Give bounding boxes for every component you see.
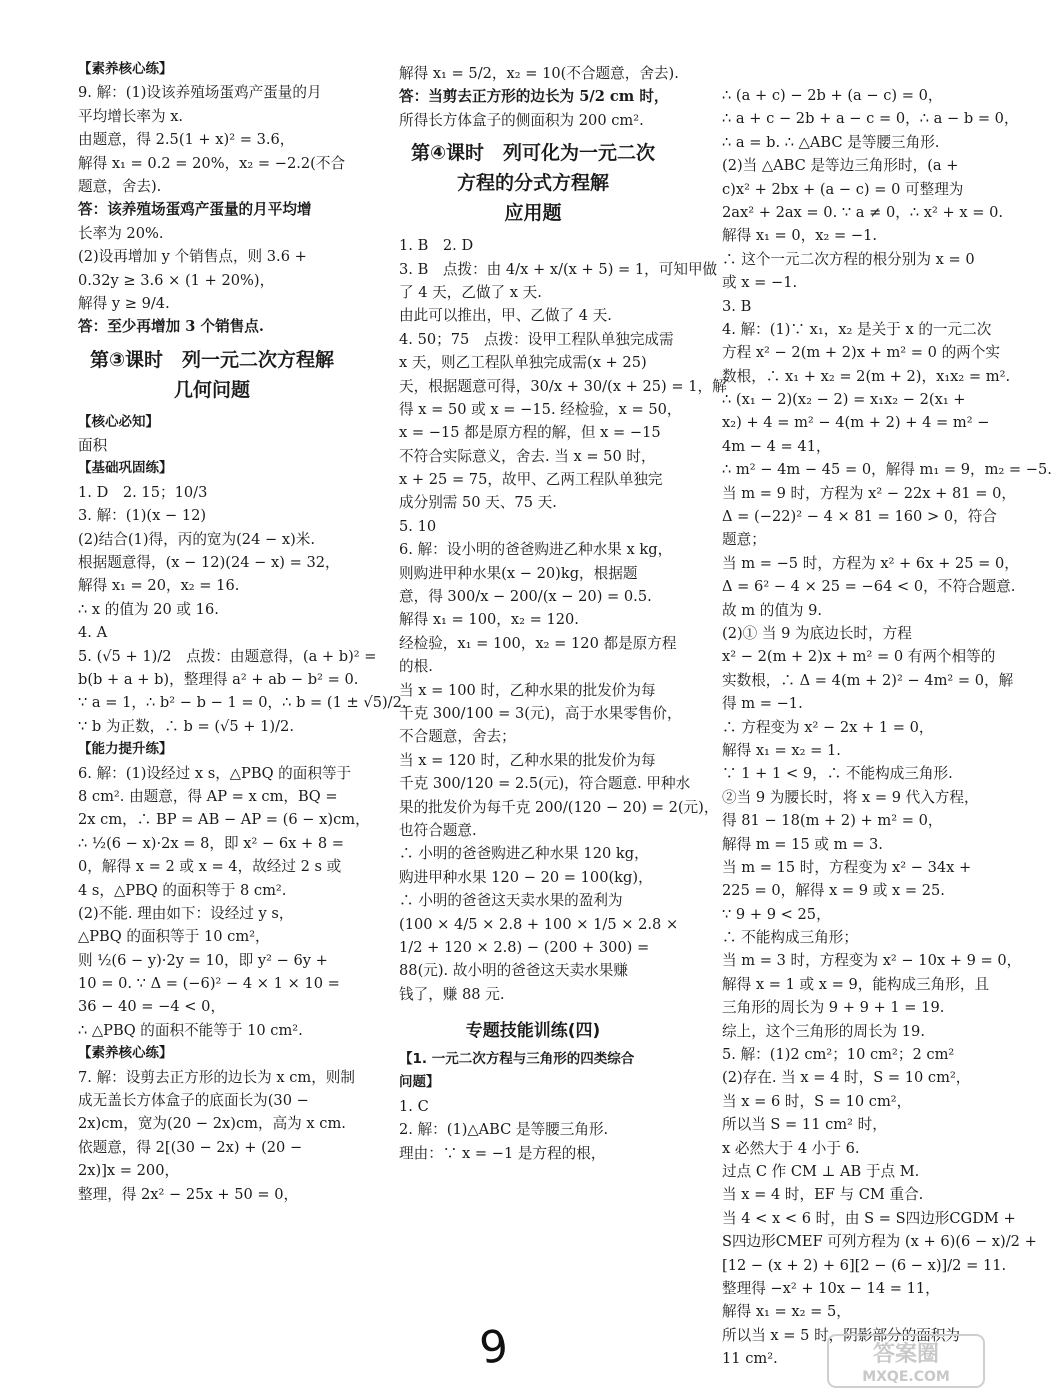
text-line: 3. 解：(1)(x − 12) [78, 507, 207, 525]
text-line: 经检验，x₁ = 100，x₂ = 120 都是原方程 [399, 634, 677, 652]
text-line: 不符合实际意义，舍去. 当 x = 50 时， [399, 447, 656, 465]
text-line: 购进甲种水果 120 − 20 = 100(kg)， [399, 868, 653, 886]
text-line: 4. 解：(1)∵ x₁，x₂ 是关于 x 的一元二次 [722, 320, 992, 338]
special-topic-title: 专题技能训练(四) [465, 1021, 601, 1042]
text-line: 解得 x₁ = x₂ = 5， [722, 1303, 851, 1321]
text-line: 0.32y ≥ 3.6 × (1 + 20%)， [78, 271, 275, 289]
text-line: 成分别需 50 天、75 天. [399, 494, 557, 512]
text-line: 当 m = 15 时，方程变为 x² − 34x + [722, 858, 972, 876]
text-line: 1. D 2. 15；10/3 [78, 483, 208, 501]
text-line: 11 cm². [722, 1350, 778, 1368]
text-line: x₂) + 4 = m² − 4(m + 2) + 4 = m² − [722, 414, 990, 432]
text-line: 长率为 20%. [78, 224, 164, 242]
text-line: ∵ 9 + 9 < 25， [722, 905, 831, 923]
text-line: ∴ 不能构成三角形； [722, 929, 858, 947]
text-line: x + 25 = 75，故甲、乙两工程队单独完 [399, 471, 663, 489]
text-line: 当 m = −5 时，方程为 x² + 6x + 25 = 0， [722, 554, 1019, 572]
text-line: ∴ 小明的爸爸这天卖水果的盈利为 [399, 892, 623, 910]
text-line: 天，根据题意可得，30/x + 30/(x + 25) = 1，解 [399, 377, 727, 395]
text-line: Δ = 6² − 4 × 25 = −64 < 0，不符合题意. [722, 578, 1016, 596]
text-line: 当 m = 9 时，方程为 x² − 22x + 81 = 0， [722, 484, 1016, 502]
lesson-title: 应用题 [504, 202, 562, 225]
text-line: 也符合题意. [399, 821, 477, 839]
text-line: 得 81 − 18(m + 2) + m² = 0， [722, 812, 943, 830]
text-line: ∵ a = 1，∴ b² − b − 1 = 0，∴ b = (1 ± √5)/2. [78, 694, 407, 712]
watermark-title: 答案圈 [872, 1342, 940, 1367]
text-line: 解得 m = 15 或 m = 3. [722, 835, 883, 853]
text-line: 3. B 点拨：由 4/x + x/(x + 5) = 1，可知甲做 [399, 260, 718, 278]
text-line: ∴ (a + c) − 2b + (a − c) = 0， [722, 87, 943, 104]
text-line: 平均增长率为 x. [78, 107, 184, 125]
text-line: ∴ (x₁ − 2)(x₂ − 2) = x₁x₂ − 2(x₁ + [722, 391, 966, 409]
text-line: ②当 9 为腰长时，将 x = 9 代入方程， [722, 788, 979, 806]
text-line: 当 x = 100 时，乙种水果的批发价为每 [399, 681, 656, 699]
text-line: x = −15 都是原方程的解，但 x = −15 [399, 424, 661, 442]
text-line: 依题意，得 2[(30 − 2x) + (20 − [78, 1138, 303, 1156]
text-line: 2x)cm，宽为(20 − 2x)cm，高为 x cm. [78, 1115, 346, 1133]
text-line: 意，得 300/x − 200/(x − 20) = 0.5. [399, 588, 652, 606]
section-heading: 问题】 [399, 1074, 440, 1091]
text-line: 不合题意，舍去； [399, 728, 516, 746]
section-heading: 【素养核心练】 [78, 61, 173, 77]
column-middle [399, 62, 727, 1165]
column-right [722, 84, 1052, 1370]
text-line: 根据题意得，(x − 12)(24 − x) = 32， [78, 554, 340, 572]
text-line: 当 x = 120 时，乙种水果的批发价为每 [399, 751, 656, 769]
text-line: 6. 解：设小明的爸爸购进乙种水果 x kg， [399, 541, 673, 559]
text-line: 225 = 0，解得 x = 9 或 x = 25. [722, 882, 945, 900]
text-line: 解得 x₁ = x₂ = 1. [722, 741, 841, 759]
text-line: 2. 解：(1)△ABC 是等腰三角形. [399, 1121, 609, 1139]
text-line: (2)存在. 当 x = 4 时，S = 10 cm²， [722, 1069, 971, 1087]
text-line: 的根. [399, 658, 433, 676]
text-line: (2)设再增加 y 个销售点，则 3.6 + [78, 248, 307, 266]
answer-line: 答：该养殖场蛋鸡产蛋量的月平均增 [78, 201, 312, 219]
text-line: 1. C [399, 1097, 429, 1115]
text-line: (100 × 4/5 × 2.8 + 100 × 1/5 × 2.8 × [399, 915, 679, 933]
text-line: 钱了，赚 88 元. [399, 985, 505, 1003]
text-line: 解得 x₁ = 0.2 = 20%，x₂ = −2.2(不合 [78, 154, 346, 172]
text-line: ∴ △PBQ 的面积不能等于 10 cm². [78, 1021, 303, 1039]
text-line: 所得长方体盒子的侧面积为 200 cm². [399, 111, 644, 129]
text-line: △PBQ 的面积等于 10 cm²， [78, 928, 270, 946]
text-line: 成无盖长方体盒子的底面长为(30 − [78, 1092, 309, 1110]
text-line: 解得 x₁ = 5/2，x₂ = 10(不合题意，舍去). [399, 65, 679, 82]
text-line: ∴ a + c − 2b + a − c = 0，∴ a − b = 0， [722, 110, 1019, 128]
text-line: 8 cm². 由题意，得 AP = x cm，BQ = [78, 787, 338, 805]
text-line: 由此可以推出，甲、乙做了 4 天. [399, 307, 612, 325]
text-line: ∵ b 为正数，∴ b = (√5 + 1)/2. [78, 717, 294, 735]
section-heading: 【素养核心练】 [78, 1045, 173, 1062]
text-line: ∴ ½(6 − x)·2x = 8，即 x² − 6x + 8 = [78, 834, 345, 852]
text-line: 当 m = 3 时，方程变为 x² − 10x + 9 = 0， [722, 952, 1022, 970]
text-line: 3. B [722, 297, 752, 315]
text-line: 千克 300/120 = 2.5(元)，符合题意. 甲种水 [399, 775, 691, 793]
text-line: (2)结合(1)得，丙的宽为(24 − x)米. [78, 530, 316, 548]
text-line: [12 − (x + 2) + 6][2 − (6 − x)]/2 = 11. [722, 1256, 1007, 1274]
text-line: 7. 解：设剪去正方形的边长为 x cm，则制 [78, 1068, 355, 1086]
text-line: S四边形CMEF 可列方程为 (x + 6)(6 − x)/2 + [722, 1233, 1037, 1251]
text-line: 5. 10 [399, 517, 437, 535]
text-line: 实数根，∴ Δ = 4(m + 2)² − 4m² = 0，解 [722, 671, 1014, 689]
text-line: 4m − 4 = 41， [722, 437, 831, 455]
text-line: 数根，∴ x₁ + x₂ = 2(m + 2)，x₁x₂ = m². [722, 367, 1011, 385]
text-line: 88(元). 故小明的爸爸这天卖水果赚 [399, 962, 628, 980]
text-line: 当 4 < x < 6 时，由 S = S四边形CGDM + [722, 1209, 1016, 1227]
text-line: 6. 解：(1)设经过 x s，△PBQ 的面积等于 [78, 764, 352, 782]
text-line: 千克 300/100 = 3(元)，高于水果零售价， [399, 704, 682, 722]
lesson-title: 几何问题 [173, 378, 250, 401]
text-line: Δ = (−22)² − 4 × 81 = 160 > 0，符合 [722, 508, 997, 526]
text-line: 或 x = −1. [722, 274, 798, 292]
text-line: 36 − 40 = −4 < 0， [78, 998, 226, 1016]
text-line: ∴ a = b. ∴ △ABC 是等腰三角形. [722, 133, 940, 151]
answer-line: 答：至少再增加 3 个销售点. [78, 318, 264, 336]
text-line: x 天，则乙工程队单独完成需(x + 25) [399, 354, 647, 372]
text-line: 2x)]x = 200， [78, 1162, 180, 1180]
text-line: 0，解得 x = 2 或 x = 4，故经过 2 s 或 [78, 858, 342, 876]
text-line: ∴ x 的值为 20 或 16. [78, 600, 219, 618]
text-line: b(b + a + b)，整理得 a² + ab − b² = 0. [78, 670, 359, 688]
text-line: ∴ 小明的爸爸购进乙种水果 120 kg， [399, 845, 649, 863]
text-line: 4 s，△PBQ 的面积等于 8 cm². [78, 881, 287, 899]
text-line: 所以当 S = 11 cm² 时， [722, 1116, 887, 1134]
text-line: ∴ m² − 4m − 45 = 0，解得 m₁ = 9，m₂ = −5. [722, 461, 1052, 479]
watermark-url: MXQE.COM [862, 1369, 950, 1385]
text-line: 面积 [78, 437, 108, 455]
text-line: 当 x = 6 时，S = 10 cm²， [722, 1092, 912, 1110]
text-line: 10 = 0. ∵ Δ = (−6)² − 4 × 1 × 10 = [78, 975, 340, 993]
answer-line: 答：当剪去正方形的边长为 5/2 cm 时， [399, 88, 669, 106]
text-line: 1. B 2. D [399, 237, 474, 255]
text-line: 故 m 的值为 9. [722, 601, 823, 619]
text-line: 1/2 + 120 × 2.8) − (200 + 300) = [399, 938, 650, 956]
text-line: 果的批发价为每千克 200/(120 − 20) = 2(元)， [399, 798, 719, 816]
text-line: 了 4 天，乙做了 x 天. [399, 283, 542, 301]
text-line: ∴ 方程变为 x² − 2x + 1 = 0， [722, 718, 934, 736]
text-line: 整理得 −x² + 10x − 14 = 11， [722, 1279, 940, 1297]
lesson-title: 第③课时 列一元二次方程解 [89, 348, 335, 371]
text-line: 理由：∵ x = −1 是方程的根， [399, 1144, 606, 1162]
watermark-logo [826, 1333, 986, 1389]
text-line: 三角形的周长为 9 + 9 + 1 = 19. [722, 999, 945, 1017]
text-line: 5. (√5 + 1)/2 点拨：由题意得，(a + b)² = [78, 647, 377, 665]
text-line: 解得 y ≥ 9/4. [78, 294, 170, 312]
text-line: 题意； [722, 531, 766, 549]
text-line: 则购进甲种水果(x − 20)kg，根据题 [399, 564, 638, 582]
text-line: 4. A [78, 624, 108, 642]
text-line: (2)当 △ABC 是等边三角形时，(a + [722, 157, 959, 175]
text-line: 整理，得 2x² − 25x + 50 = 0， [78, 1185, 299, 1203]
text-line: 则 ½(6 − y)·2y = 10，即 y² − 6y + [78, 951, 328, 969]
text-line: x 必然大于 4 小于 6. [722, 1139, 860, 1157]
text-line: 4. 50；75 点拨：设甲工程队单独完成需 [399, 330, 674, 348]
section-heading: 【1. 一元二次方程与三角形的四类综合 [399, 1051, 635, 1068]
text-line: x² − 2(m + 2)x + m² = 0 有两个相等的 [722, 648, 996, 666]
text-line: 得 x = 50 或 x = −15. 经检验，x = 50， [399, 400, 682, 418]
text-line: 9. 解：(1)设该养殖场蛋鸡产蛋量的月 [78, 84, 322, 102]
text-line: 得 m = −1. [722, 695, 803, 713]
text-line: 所以当 x = 5 时，阴影部分的面积为 [722, 1326, 961, 1344]
text-line: (2)不能. 理由如下：设经过 y s， [78, 904, 294, 922]
text-line: 综上，这个三角形的周长为 19. [722, 1022, 925, 1040]
text-line: 2ax² + 2ax = 0. ∵ a ≠ 0，∴ x² + x = 0. [722, 203, 1004, 221]
lesson-title: 方程的分式方程解 [456, 172, 609, 195]
text-line: (2)① 当 9 为底边长时，方程 [722, 624, 912, 642]
text-line: 由题意，得 2.5(1 + x)² = 3.6， [78, 131, 295, 149]
text-line: 解得 x = 1 或 x = 9，能构成三角形，且 [722, 975, 990, 993]
text-line: ∴ 这个一元二次方程的根分别为 x = 0 [722, 250, 975, 268]
text-line: 方程 x² − 2(m + 2)x + m² = 0 的两个实 [722, 344, 1000, 362]
text-line: 5. 解：(1)2 cm²；10 cm²；2 cm² [722, 1046, 955, 1064]
section-heading: 【核心必知】 [78, 413, 159, 430]
text-line: 解得 x₁ = 100，x₂ = 120. [399, 611, 579, 629]
page-number: 9 [476, 1320, 512, 1375]
section-heading: 【基础巩固练】 [78, 460, 173, 477]
column-left [78, 58, 407, 1206]
section-heading: 【能力提升练】 [78, 741, 173, 758]
text-line: c)x² + 2bx + (a − c) = 0 可整理为 [722, 180, 964, 198]
text-line: 过点 C 作 CM ⊥ AB 于点 M. [722, 1162, 920, 1180]
text-line: 解得 x₁ = 0，x₂ = −1. [722, 227, 878, 245]
text-line: ∵ 1 + 1 < 9，∴ 不能构成三角形. [722, 765, 953, 783]
text-line: 2x cm，∴ BP = AB − AP = (6 − x)cm， [78, 811, 370, 829]
lesson-title: 第④课时 列可化为一元二次 [410, 142, 656, 165]
text-line: 当 x = 4 时，EF 与 CM 重合. [722, 1186, 924, 1204]
text-line: 题意，舍去). [78, 177, 162, 195]
text-line: 解得 x₁ = 20，x₂ = 16. [78, 577, 240, 595]
